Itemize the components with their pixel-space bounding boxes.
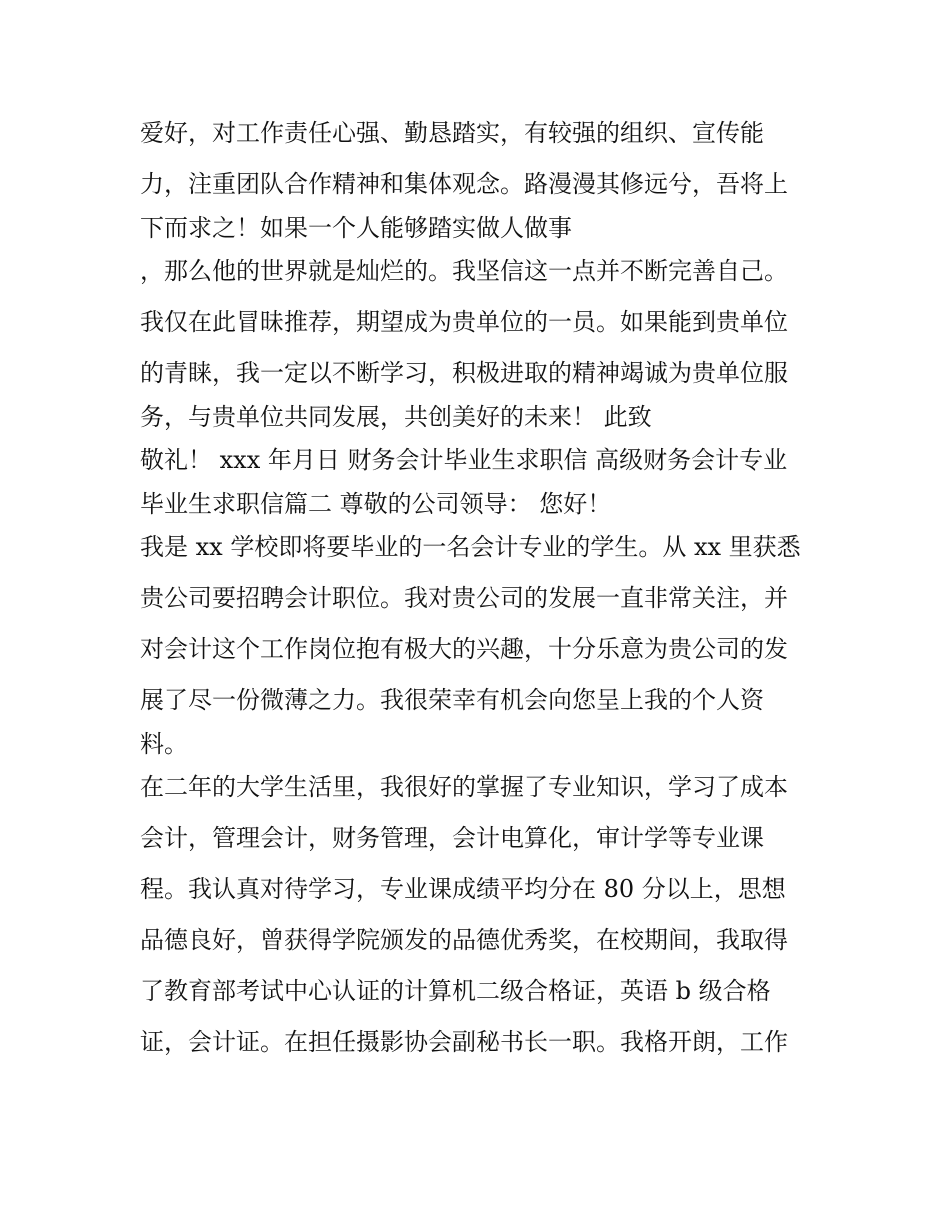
text-line: 下而求之！如果一个人能够踏实做人做事 [140, 214, 572, 242]
text-line: 的青睐，我一定以不断学习，积极进取的精神竭诚为贵单位服 [140, 359, 788, 387]
text-line: 力，注重团队合作精神和集体观念。路漫漫其修远兮，吾将上 [140, 170, 788, 198]
text-line: 爱好，对工作责任心强、勤恳踏实，有较强的组织、宣传能 [140, 119, 764, 147]
text-line: 敬礼！ xxx 年月日 财务会计毕业生求职信 高级财务会计专业 [140, 446, 788, 474]
text-line: 了教育部考试中心认证的计算机二级合格证，英语 b 级合格 [140, 977, 771, 1005]
text-line: 证，会计证。在担任摄影协会副秘书长一职。我格开朗，工作 [140, 1028, 788, 1056]
text-line: 料。 [140, 730, 188, 758]
text-line: ，那么他的世界就是灿烂的。我坚信这一点并不断完善自己。 [140, 257, 788, 285]
text-line: 展了尽一份微薄之力。我很荣幸有机会向您呈上我的个人资 [140, 686, 764, 714]
document-body [140, 108, 820, 1068]
text-line: 贵公司要招聘会计职位。我对贵公司的发展一直非常关注，并 [140, 584, 788, 612]
text-line: 我仅在此冒昧推荐，期望成为贵单位的一员。如果能到贵单位 [140, 308, 788, 336]
text-line: 在二年的大学生活里，我很好的掌握了专业知识，学习了成本 [140, 773, 788, 801]
text-line: 程。我认真对待学习，专业课成绩平均分在 80 分以上，思想 [140, 875, 786, 903]
text-line: 对会计这个工作岗位抱有极大的兴趣，十分乐意为贵公司的发 [140, 635, 788, 663]
text-line: 毕业生求职信篇二 尊敬的公司领导： 您好！ [140, 490, 612, 518]
text-line: 务，与贵单位共同发展，共创美好的未来！ 此致 [140, 403, 652, 431]
text-line: 我是 xx 学校即将要毕业的一名会计专业的学生。从 xx 里获悉 [140, 533, 801, 561]
text-line: 品德良好，曾获得学院颁发的品德优秀奖，在校期间，我取得 [140, 926, 788, 954]
text-line: 会计，管理会计，财务管理，会计电算化，审计学等专业课 [140, 824, 764, 852]
